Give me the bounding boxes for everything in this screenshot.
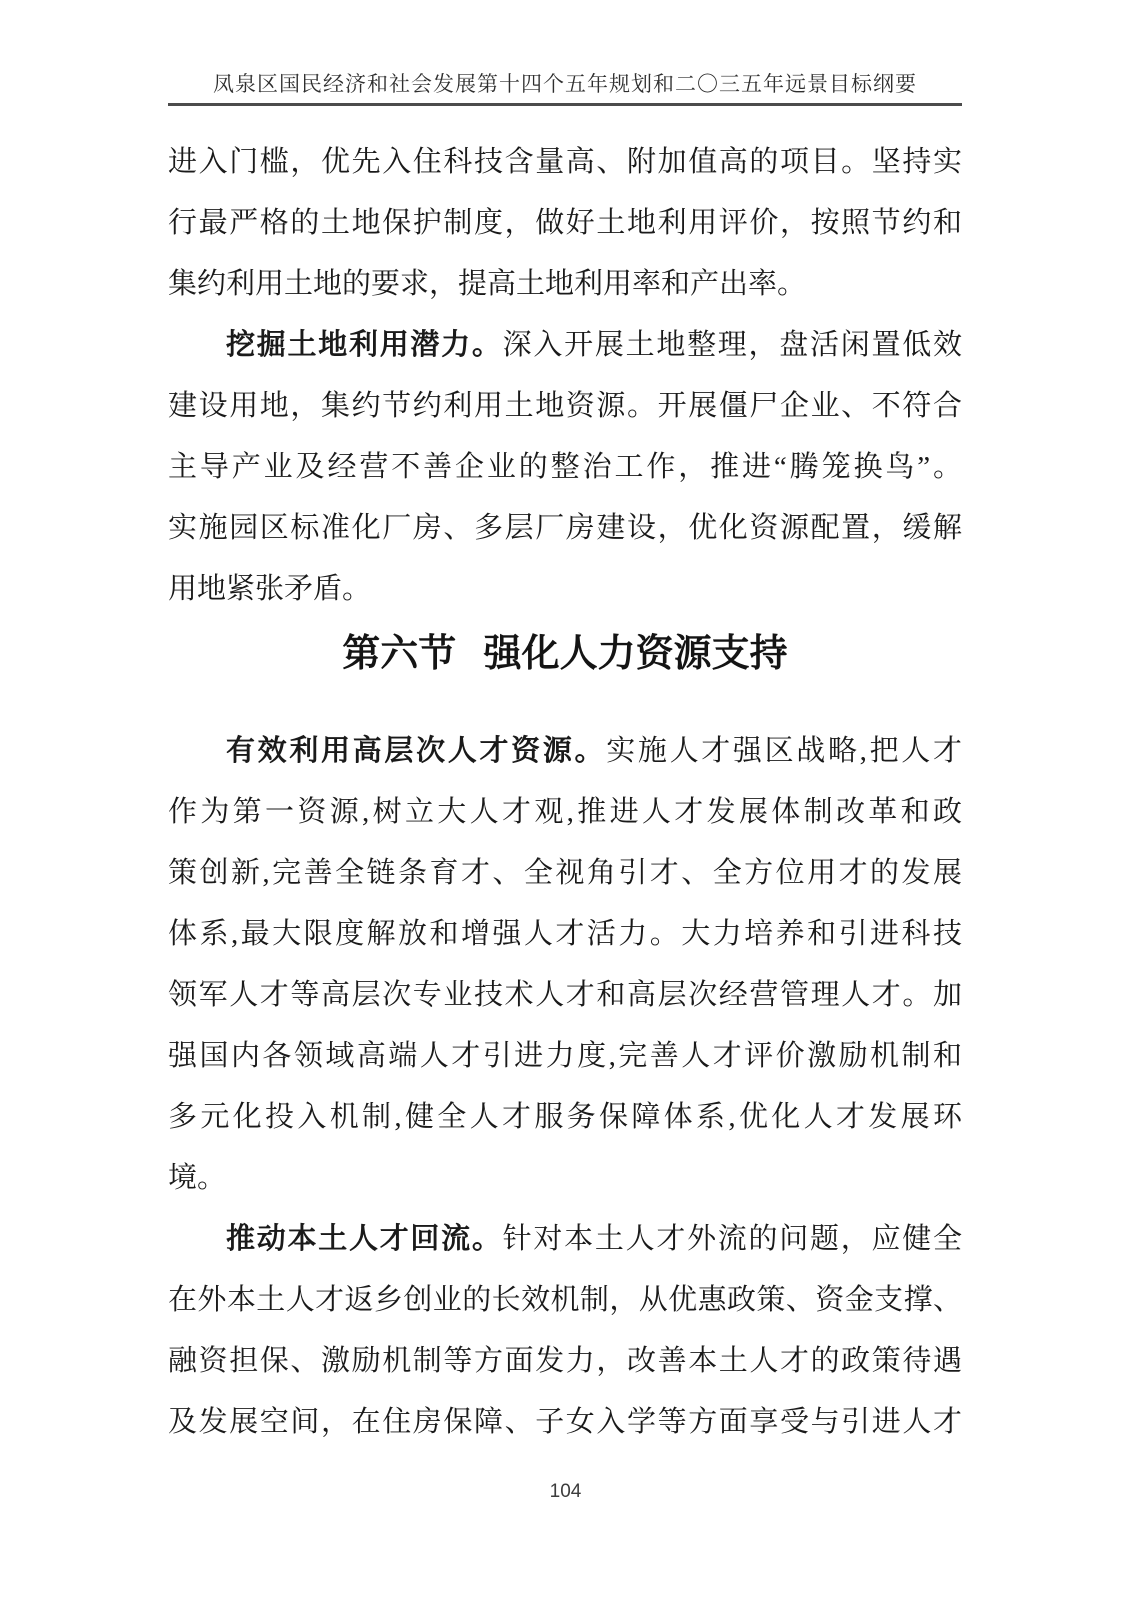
paragraph-lead: 有效利用高层次人才资源。	[226, 735, 607, 767]
paragraph	[168, 132, 962, 315]
text-line: 用地紧张矛盾。	[168, 573, 372, 605]
text-line: 领军人才等高层次专业技术人才和高层次经营管理人才。加	[168, 979, 962, 1011]
text-line: 强国内各领域高端人才引进力度,完善人才评价激励机制和	[168, 1040, 962, 1072]
text-line: 融资担保、激励机制等方面发力，改善本土人才的政策待遇	[168, 1345, 962, 1377]
section-heading	[168, 624, 962, 685]
text-line: 多元化投入机制,健全人才服务保障体系,优化人才发展环	[168, 1101, 962, 1133]
text-line: 作为第一资源,树立大人才观,推进人才发展体制改革和政	[168, 796, 962, 828]
text-run: 深入开展土地整理，盘活闲置低效	[502, 329, 962, 361]
paragraph-lead: 挖掘土地利用潜力。	[226, 329, 503, 361]
text-line: 集约利用土地的要求，提高土地利用率和产出率。	[168, 268, 807, 300]
paragraph	[168, 721, 962, 1209]
document-body	[168, 106, 962, 1453]
paragraph-lead: 推动本土人才回流。	[226, 1223, 503, 1255]
text-line: 主导产业及经营不善企业的整治工作，推进“腾笼换鸟”。	[168, 451, 962, 483]
header-title: 凤泉区国民经济和社会发展第十四个五年规划和二〇三五年远景目标纲要	[213, 72, 917, 96]
paragraph	[168, 1209, 962, 1453]
text-line: 在外本土人才返乡创业的长效机制，从优惠政策、资金支撑、	[168, 1284, 962, 1316]
text-line	[168, 1209, 962, 1270]
text-line	[168, 315, 962, 376]
section-title: 强化人力资源支持	[483, 633, 788, 675]
text-line	[168, 721, 962, 782]
page-header	[168, 0, 962, 106]
text-line: 体系,最大限度解放和增强人才活力。大力培养和引进科技	[168, 918, 962, 950]
page-number: 104	[549, 1481, 582, 1502]
text-line: 策创新,完善全链条育才、全视角引才、全方位用才的发展	[168, 857, 962, 889]
text-line: 境。	[168, 1162, 227, 1194]
paragraph	[168, 315, 962, 620]
text-line: 及发展空间，在住房保障、子女入学等方面享受与引进人才	[168, 1406, 962, 1438]
text-line: 行最严格的土地保护制度，做好土地利用评价，按照节约和	[168, 207, 962, 239]
text-line: 进入门槛，优先入住科技含量高、附加值高的项目。坚持实	[168, 146, 962, 178]
text-line: 实施园区标准化厂房、多层厂房建设，优化资源配置，缓解	[168, 512, 962, 544]
content-column	[168, 0, 962, 1453]
text-line: 建设用地，集约节约利用土地资源。开展僵尸企业、不符合	[168, 390, 962, 422]
section-number: 第六节	[342, 633, 457, 675]
text-run: 针对本土人才外流的问题，应健全	[502, 1223, 962, 1255]
text-run: 实施人才强区战略,把人才	[606, 735, 962, 767]
